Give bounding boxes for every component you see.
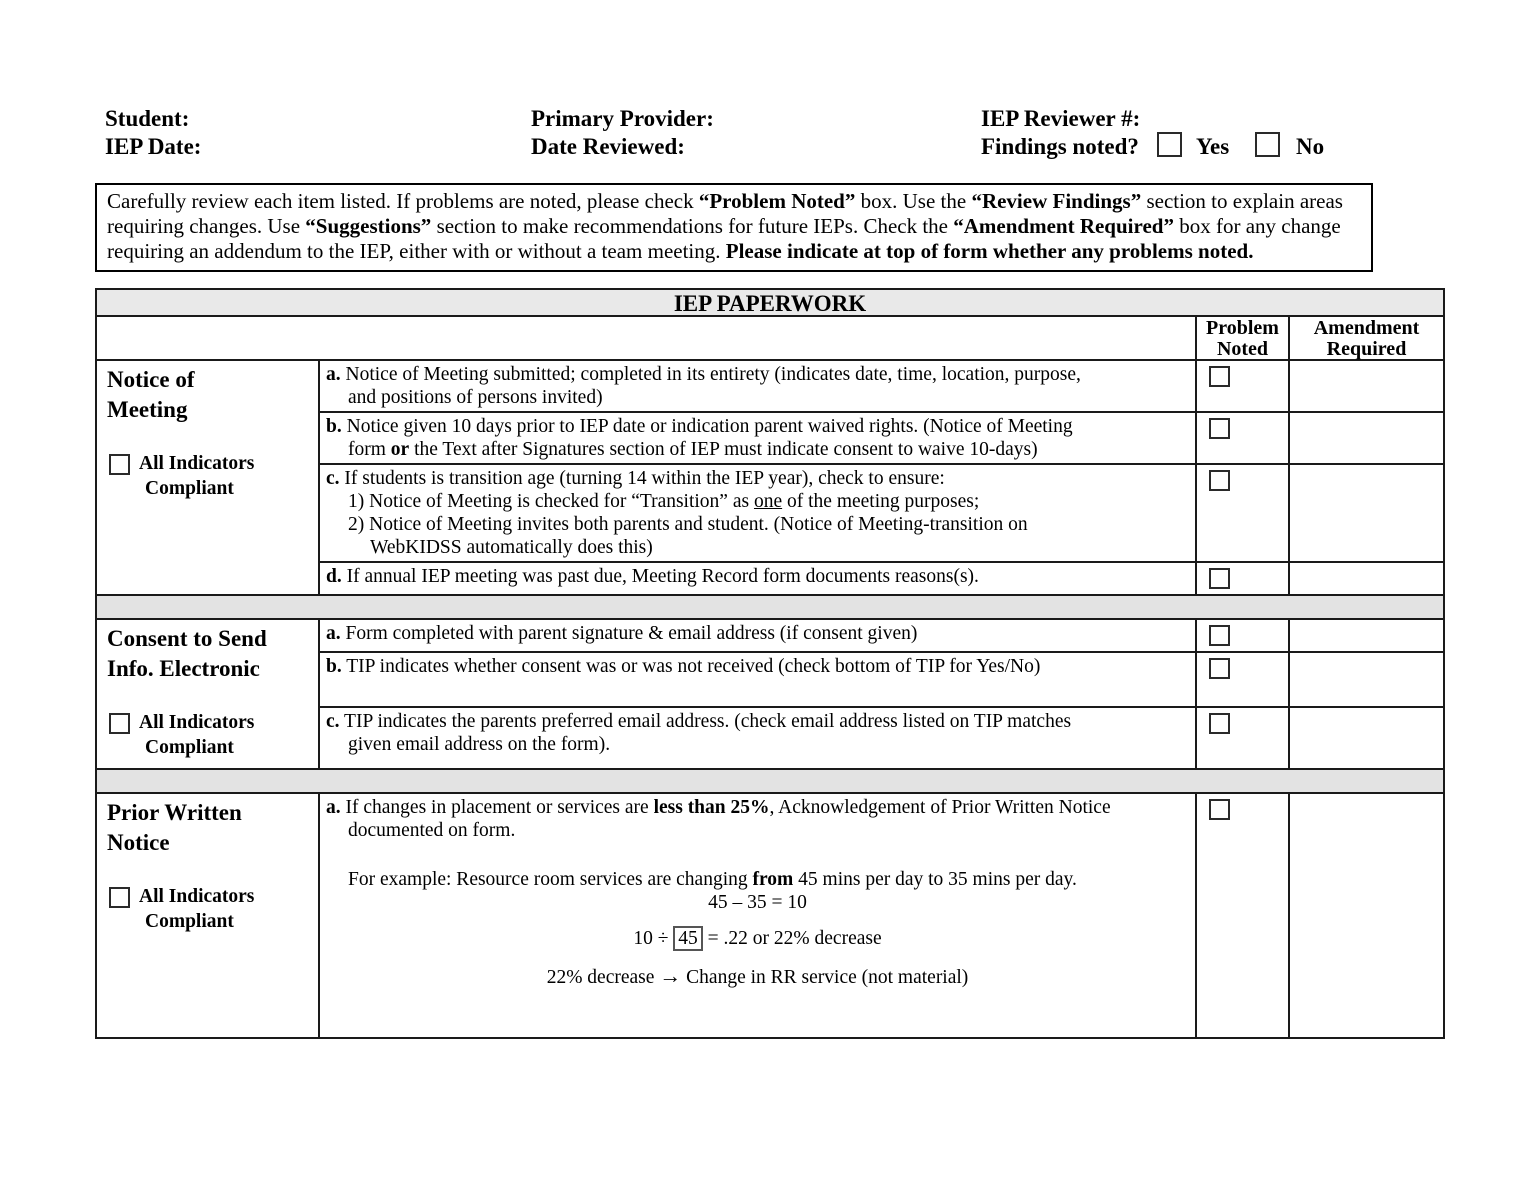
amendment-required-column-header — [1288, 317, 1443, 359]
item-text-line: and positions of persons invited) — [348, 387, 603, 408]
item-text-cell — [320, 794, 1195, 1037]
problem-header-line2: Noted — [1216, 338, 1269, 360]
all-indicators-label-line1: All Indicators — [139, 886, 255, 907]
all-indicators-label-line2: Compliant — [145, 478, 234, 499]
item-row — [320, 561, 1443, 594]
amendment-required-cell — [1288, 563, 1443, 594]
table-sections — [97, 361, 1443, 1037]
iep-reviewer-label: IEP Reviewer #: — [981, 106, 1141, 131]
item-text-line: 22% decrease → Change in RR service (not material) — [546, 963, 969, 988]
problem-noted-cell — [1195, 563, 1288, 594]
section-separator — [97, 768, 1443, 794]
item-text-line: For example: Resource room services are changing from 45 mins per day to 35 mins per day. — [348, 869, 1077, 890]
item-text-line: a. Form completed with parent signature & email address (if consent given) — [326, 623, 918, 644]
problem-noted-checkbox[interactable] — [1209, 568, 1230, 589]
problem-header-line1: Problem — [1206, 317, 1279, 339]
problem-noted-checkbox[interactable] — [1209, 625, 1230, 646]
instructions-box: Carefully review each item listed. If problems are noted, please check “Problem Noted” box. Use the “Review Findings” section to explain areas requiring changes. Use “Suggestions” section to make recommendations for future IEPs. Check the “Amendment Required” box for any change requiring an addendum to the IEP, either with or without a team meeting. Please indicate at top of form whether any problems noted. — [95, 183, 1373, 272]
amendment-required-cell — [1288, 361, 1443, 411]
iep-paperwork-table — [95, 288, 1445, 1039]
primary-provider-label: Primary Provider: — [531, 106, 714, 131]
item-text-cell — [320, 465, 1195, 561]
problem-noted-cell — [1195, 653, 1288, 706]
item-text-line: a. If changes in placement or services are less than 25%, Acknowledgement of Prior Written Notice — [326, 797, 1111, 818]
findings-no-checkbox[interactable] — [1255, 132, 1280, 157]
all-indicators-compliant — [107, 451, 318, 501]
amendment-required-cell — [1288, 465, 1443, 561]
table-header-row — [97, 317, 1443, 361]
amendment-required-cell — [1288, 620, 1443, 651]
all-indicators-checkbox[interactable] — [109, 887, 130, 908]
no-label: No — [1296, 134, 1325, 159]
all-indicators-label — [139, 451, 254, 501]
findings-noted-label: Findings noted? — [981, 134, 1139, 159]
item-text-line: c. If students is transition age (turning 14 within the IEP year), check to ensure: — [326, 468, 945, 489]
item-text-line: b. TIP indicates whether consent was or was not received (check bottom of TIP for Yes/No) — [326, 656, 1041, 677]
item-text-cell — [320, 653, 1195, 706]
problem-noted-checkbox[interactable] — [1209, 366, 1230, 387]
all-indicators-label-line2: Compliant — [145, 737, 234, 758]
student-label: Student: — [105, 106, 190, 131]
item-text-line: WebKIDSS automatically does this) — [370, 537, 653, 558]
problem-noted-checkbox[interactable] — [1209, 799, 1230, 820]
item-text-cell — [320, 620, 1195, 651]
problem-noted-cell — [1195, 361, 1288, 411]
all-indicators-label-line1: All Indicators — [139, 712, 255, 733]
section-title: Consent to Send — [107, 626, 267, 651]
item-row — [320, 620, 1443, 651]
all-indicators-checkbox[interactable] — [109, 454, 130, 475]
item-row — [320, 411, 1443, 463]
item-text-line: documented on form. — [348, 820, 516, 841]
item-text-line: 10 ÷ 45 = .22 or 22% decrease — [633, 928, 882, 949]
section-name-cell — [97, 361, 320, 594]
amendment-header-line2: Required — [1326, 338, 1407, 360]
section-rows — [320, 620, 1443, 768]
item-text-line: 1) Notice of Meeting is checked for “Transition” as one of the meeting purposes; — [348, 491, 980, 512]
problem-noted-cell — [1195, 794, 1288, 1037]
problem-noted-cell — [1195, 413, 1288, 463]
item-text-cell — [320, 563, 1195, 594]
yes-label: Yes — [1196, 134, 1230, 159]
item-row — [320, 706, 1443, 768]
table-title: IEP PAPERWORK — [97, 290, 1443, 317]
section-title: Prior Written — [107, 800, 242, 825]
all-indicators-label — [139, 710, 254, 760]
item-text-line: given email address on the form). — [348, 734, 611, 755]
item-row — [320, 794, 1443, 1037]
problem-noted-checkbox[interactable] — [1209, 470, 1230, 491]
problem-noted-column-header — [1195, 317, 1288, 359]
all-indicators-checkbox[interactable] — [109, 713, 130, 734]
amendment-header-line1: Amendment — [1313, 317, 1420, 339]
item-text-line: 2) Notice of Meeting invites both parents and student. (Notice of Meeting-transition on — [348, 514, 1028, 535]
item-row — [320, 463, 1443, 561]
item-text-cell — [320, 708, 1195, 768]
item-text-line: d. If annual IEP meeting was past due, Meeting Record form documents reasons(s). — [326, 566, 979, 587]
problem-noted-checkbox[interactable] — [1209, 418, 1230, 439]
amendment-required-cell — [1288, 653, 1443, 706]
item-text-line: c. TIP indicates the parents preferred email address. (check email address listed on TIP matches — [326, 711, 1072, 732]
section-name-cell — [97, 794, 320, 1037]
all-indicators-compliant — [107, 884, 318, 934]
item-text-cell — [320, 413, 1195, 463]
date-reviewed-label: Date Reviewed: — [531, 134, 685, 159]
problem-noted-cell — [1195, 708, 1288, 768]
iep-date-label: IEP Date: — [105, 134, 202, 159]
section-consent-to-send-info-electronic — [97, 620, 1443, 768]
item-text-line: 45 – 35 = 10 — [708, 892, 807, 913]
header-empty-cell — [97, 317, 1195, 359]
findings-yes-checkbox[interactable] — [1157, 132, 1182, 157]
section-title: Notice of — [107, 367, 195, 392]
item-text-line: form or the Text after Signatures section of IEP must indicate consent to waive 10-days) — [348, 439, 1038, 460]
section-title: Meeting — [107, 397, 188, 422]
problem-noted-checkbox[interactable] — [1209, 658, 1230, 679]
all-indicators-compliant — [107, 710, 318, 760]
item-text-cell — [320, 361, 1195, 411]
section-notice-of-meeting — [97, 361, 1443, 594]
section-separator — [97, 594, 1443, 620]
section-rows — [320, 361, 1443, 594]
item-row — [320, 361, 1443, 411]
amendment-required-cell — [1288, 708, 1443, 768]
all-indicators-label-line2: Compliant — [145, 911, 234, 932]
section-name-cell — [97, 620, 320, 768]
item-text-line: b. Notice given 10 days prior to IEP date or indication parent waived rights. (Notice of Meeting — [326, 416, 1073, 437]
problem-noted-cell — [1195, 620, 1288, 651]
problem-noted-checkbox[interactable] — [1209, 713, 1230, 734]
section-title: Notice — [107, 830, 170, 855]
all-indicators-label — [139, 884, 254, 934]
item-row — [320, 651, 1443, 706]
problem-noted-cell — [1195, 465, 1288, 561]
section-title: Info. Electronic — [107, 656, 260, 681]
section-rows — [320, 794, 1443, 1037]
section-prior-written-notice — [97, 794, 1443, 1037]
all-indicators-label-line1: All Indicators — [139, 453, 255, 474]
amendment-required-cell — [1288, 413, 1443, 463]
amendment-required-cell — [1288, 794, 1443, 1037]
item-text-line: a. Notice of Meeting submitted; completed in its entirety (indicates date, time, location, purpose, — [326, 364, 1081, 385]
